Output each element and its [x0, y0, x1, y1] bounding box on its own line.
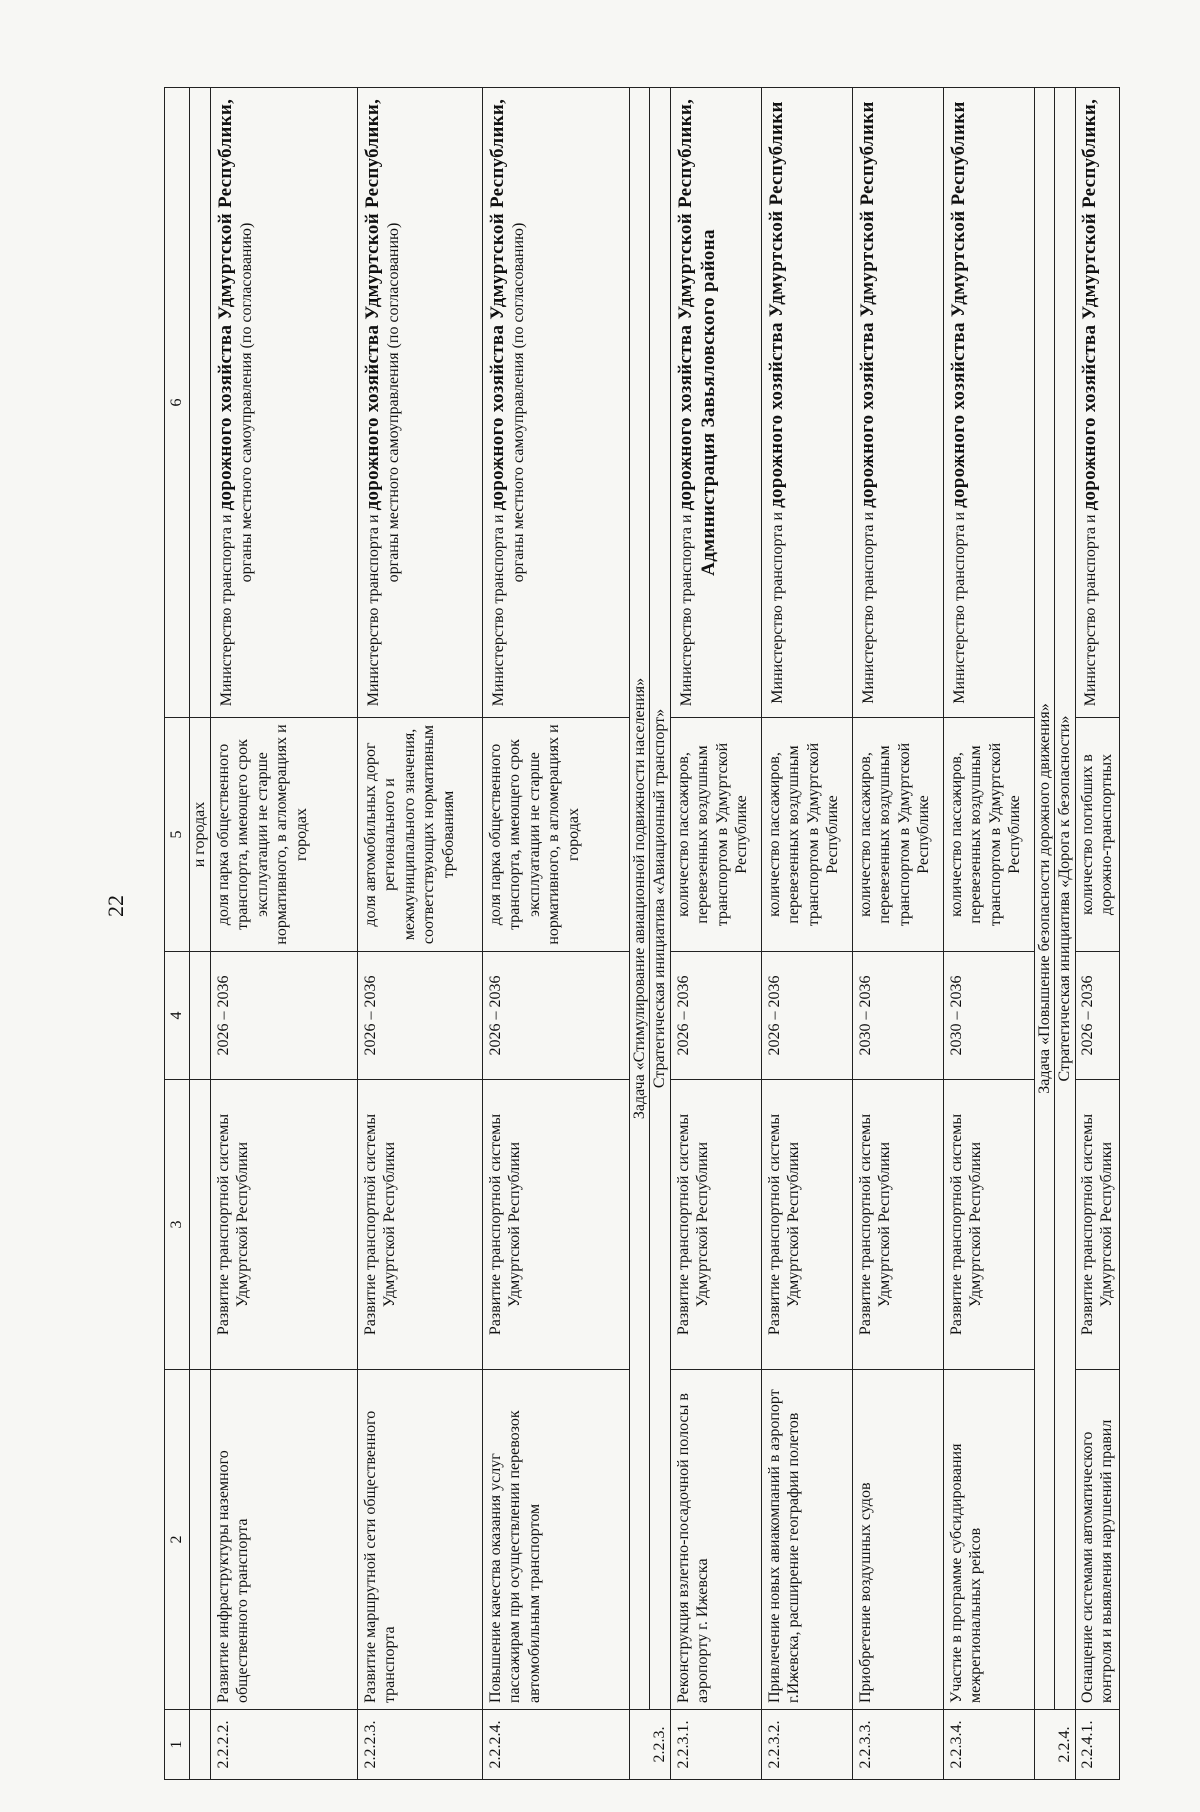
task-title: Задача «Повышение безопасности дорожного движения» [1034, 88, 1055, 1710]
period: 2026 – 2036 [357, 952, 482, 1080]
executor: Министерство транспорта и дорожного хозяйства Удмуртской Республики [943, 88, 1034, 718]
period: 2030 – 2036 [943, 952, 1034, 1080]
period: 2026 – 2036 [1075, 952, 1119, 1080]
executor: Министерство транспорта и дорожного хозяйства Удмуртской Республики, органы местного самоуправления (по согласованию) [210, 88, 357, 718]
indicator: доля парка общественного транспорта, имеющего срок эксплуатации не старше нормативного, в агломерациях и городах [482, 718, 629, 952]
measure-name: Повышение качества оказания услуг пассажирам при осуществлении перевозок автомобильным транспортом [482, 1370, 629, 1710]
task-row [1034, 88, 1055, 1780]
initiative-row [650, 88, 671, 1780]
indicator: количество пассажиров, перевезенных воздушным транспортом в Удмуртской Республике [761, 718, 852, 952]
table-row [670, 88, 761, 1780]
measures-table [164, 87, 1120, 1780]
table-row [482, 88, 629, 1780]
indicator: количество погибших в дорожно-транспортных [1075, 718, 1119, 952]
row-number: 2.2.3.1. [670, 1710, 761, 1780]
period: 2026 – 2036 [761, 952, 852, 1080]
measure-name: Развитие маршрутной сети общественного транспорта [357, 1370, 482, 1710]
table-header-row [165, 88, 190, 1780]
executor: Министерство транспорта и дорожного хозяйства Удмуртской Республики [852, 88, 943, 718]
measure-name: Развитие инфраструктуры наземного общественного транспорта [210, 1370, 357, 1710]
measure-name: Оснащение системами автоматического контроля и выявления нарушений правил [1075, 1370, 1119, 1710]
period: 2030 – 2036 [852, 952, 943, 1080]
executor: Министерство транспорта и дорожного хозяйства Удмуртской Республики, органы местного самоуправления (по согласованию) [357, 88, 482, 718]
program-name: Развитие транспортной системы Удмуртской Республики [761, 1080, 852, 1370]
continuation-text: и городах [190, 718, 211, 952]
measure-name: Участие в программе субсидирования межрегиональных рейсов [943, 1370, 1034, 1710]
executor: Министерство транспорта и дорожного хозяйства Удмуртской Республики [761, 88, 852, 718]
header-col-2: 2 [165, 1370, 190, 1710]
executor: Министерство транспорта и дорожного хозяйства Удмуртской Республики, Администрация Завьяловского района [670, 88, 761, 718]
indicator: количество пассажиров, перевезенных воздушным транспортом в Удмуртской Республике [670, 718, 761, 952]
program-name: Развитие транспортной системы Удмуртской Республики [210, 1080, 357, 1370]
row-number: 2.2.4.1. [1075, 1710, 1119, 1780]
header-col-3: 3 [165, 1080, 190, 1370]
row-number: 2.2.3.4. [943, 1710, 1034, 1780]
table-row [761, 88, 852, 1780]
program-name: Развитие транспортной системы Удмуртской Республики [852, 1080, 943, 1370]
row-number: 2.2.3.3. [852, 1710, 943, 1780]
executor: Министерство транспорта и дорожного хозяйства Удмуртской Республики, [1075, 88, 1119, 718]
header-col-5: 5 [165, 718, 190, 952]
program-name: Развитие транспортной системы Удмуртской Республики [1075, 1080, 1119, 1370]
row-number: 2.2.2.3. [357, 1710, 482, 1780]
header-col-4: 4 [165, 952, 190, 1080]
table-row [1075, 88, 1119, 1780]
task-number: 2.2.3. [629, 1710, 670, 1780]
task-number: 2.2.4. [1034, 1710, 1075, 1780]
header-col-1: 1 [165, 1710, 190, 1780]
measure-name: Реконструкция взлетно-посадочной полосы в аэропорту г. Ижевска [670, 1370, 761, 1710]
task-row [629, 88, 650, 1780]
table-row [852, 88, 943, 1780]
continuation-row [190, 88, 211, 1780]
table-row [210, 88, 357, 1780]
program-name: Развитие транспортной системы Удмуртской Республики [670, 1080, 761, 1370]
rotated-page [164, 88, 1116, 1780]
program-name: Развитие транспортной системы Удмуртской Республики [357, 1080, 482, 1370]
executor: Министерство транспорта и дорожного хозяйства Удмуртской Республики, органы местного самоуправления (по согласованию) [482, 88, 629, 718]
period: 2026 – 2036 [670, 952, 761, 1080]
indicator: количество пассажиров, перевезенных воздушным транспортом в Удмуртской Республике [852, 718, 943, 952]
period: 2026 – 2036 [210, 952, 357, 1080]
row-number: 2.2.3.2. [761, 1710, 852, 1780]
program-name: Развитие транспортной системы Удмуртской Республики [482, 1080, 629, 1370]
row-number: 2.2.2.4. [482, 1710, 629, 1780]
indicator: доля парка общественного транспорта, имеющего срок эксплуатации не старше нормативного, в агломерациях и городах [210, 718, 357, 952]
task-title: Задача «Стимулирование авиационной подвижности населения» [629, 88, 650, 1710]
header-col-6: 6 [165, 88, 190, 718]
page-number: 22 [103, 895, 128, 917]
program-name: Развитие транспортной системы Удмуртской Республики [943, 1080, 1034, 1370]
measure-name: Привлечение новых авиакомпаний в аэропорт г.Ижевска, расширение географии полетов [761, 1370, 852, 1710]
indicator: доля автомобильных дорог регионального и межмуниципального значения, соответствующих нормативным требованиям [357, 718, 482, 952]
initiative-title: Стратегическая инициатива «Авиационный транспорт» [650, 88, 671, 1710]
measure-name: Приобретение воздушных судов [852, 1370, 943, 1710]
initiative-row [1055, 88, 1076, 1780]
initiative-title: Стратегическая инициатива «Дорога к безопасности» [1055, 88, 1076, 1710]
indicator: количество пассажиров, перевезенных воздушным транспортом в Удмуртской Республике [943, 718, 1034, 952]
table-row [357, 88, 482, 1780]
row-number: 2.2.2.2. [210, 1710, 357, 1780]
table-row [943, 88, 1034, 1780]
period: 2026 – 2036 [482, 952, 629, 1080]
